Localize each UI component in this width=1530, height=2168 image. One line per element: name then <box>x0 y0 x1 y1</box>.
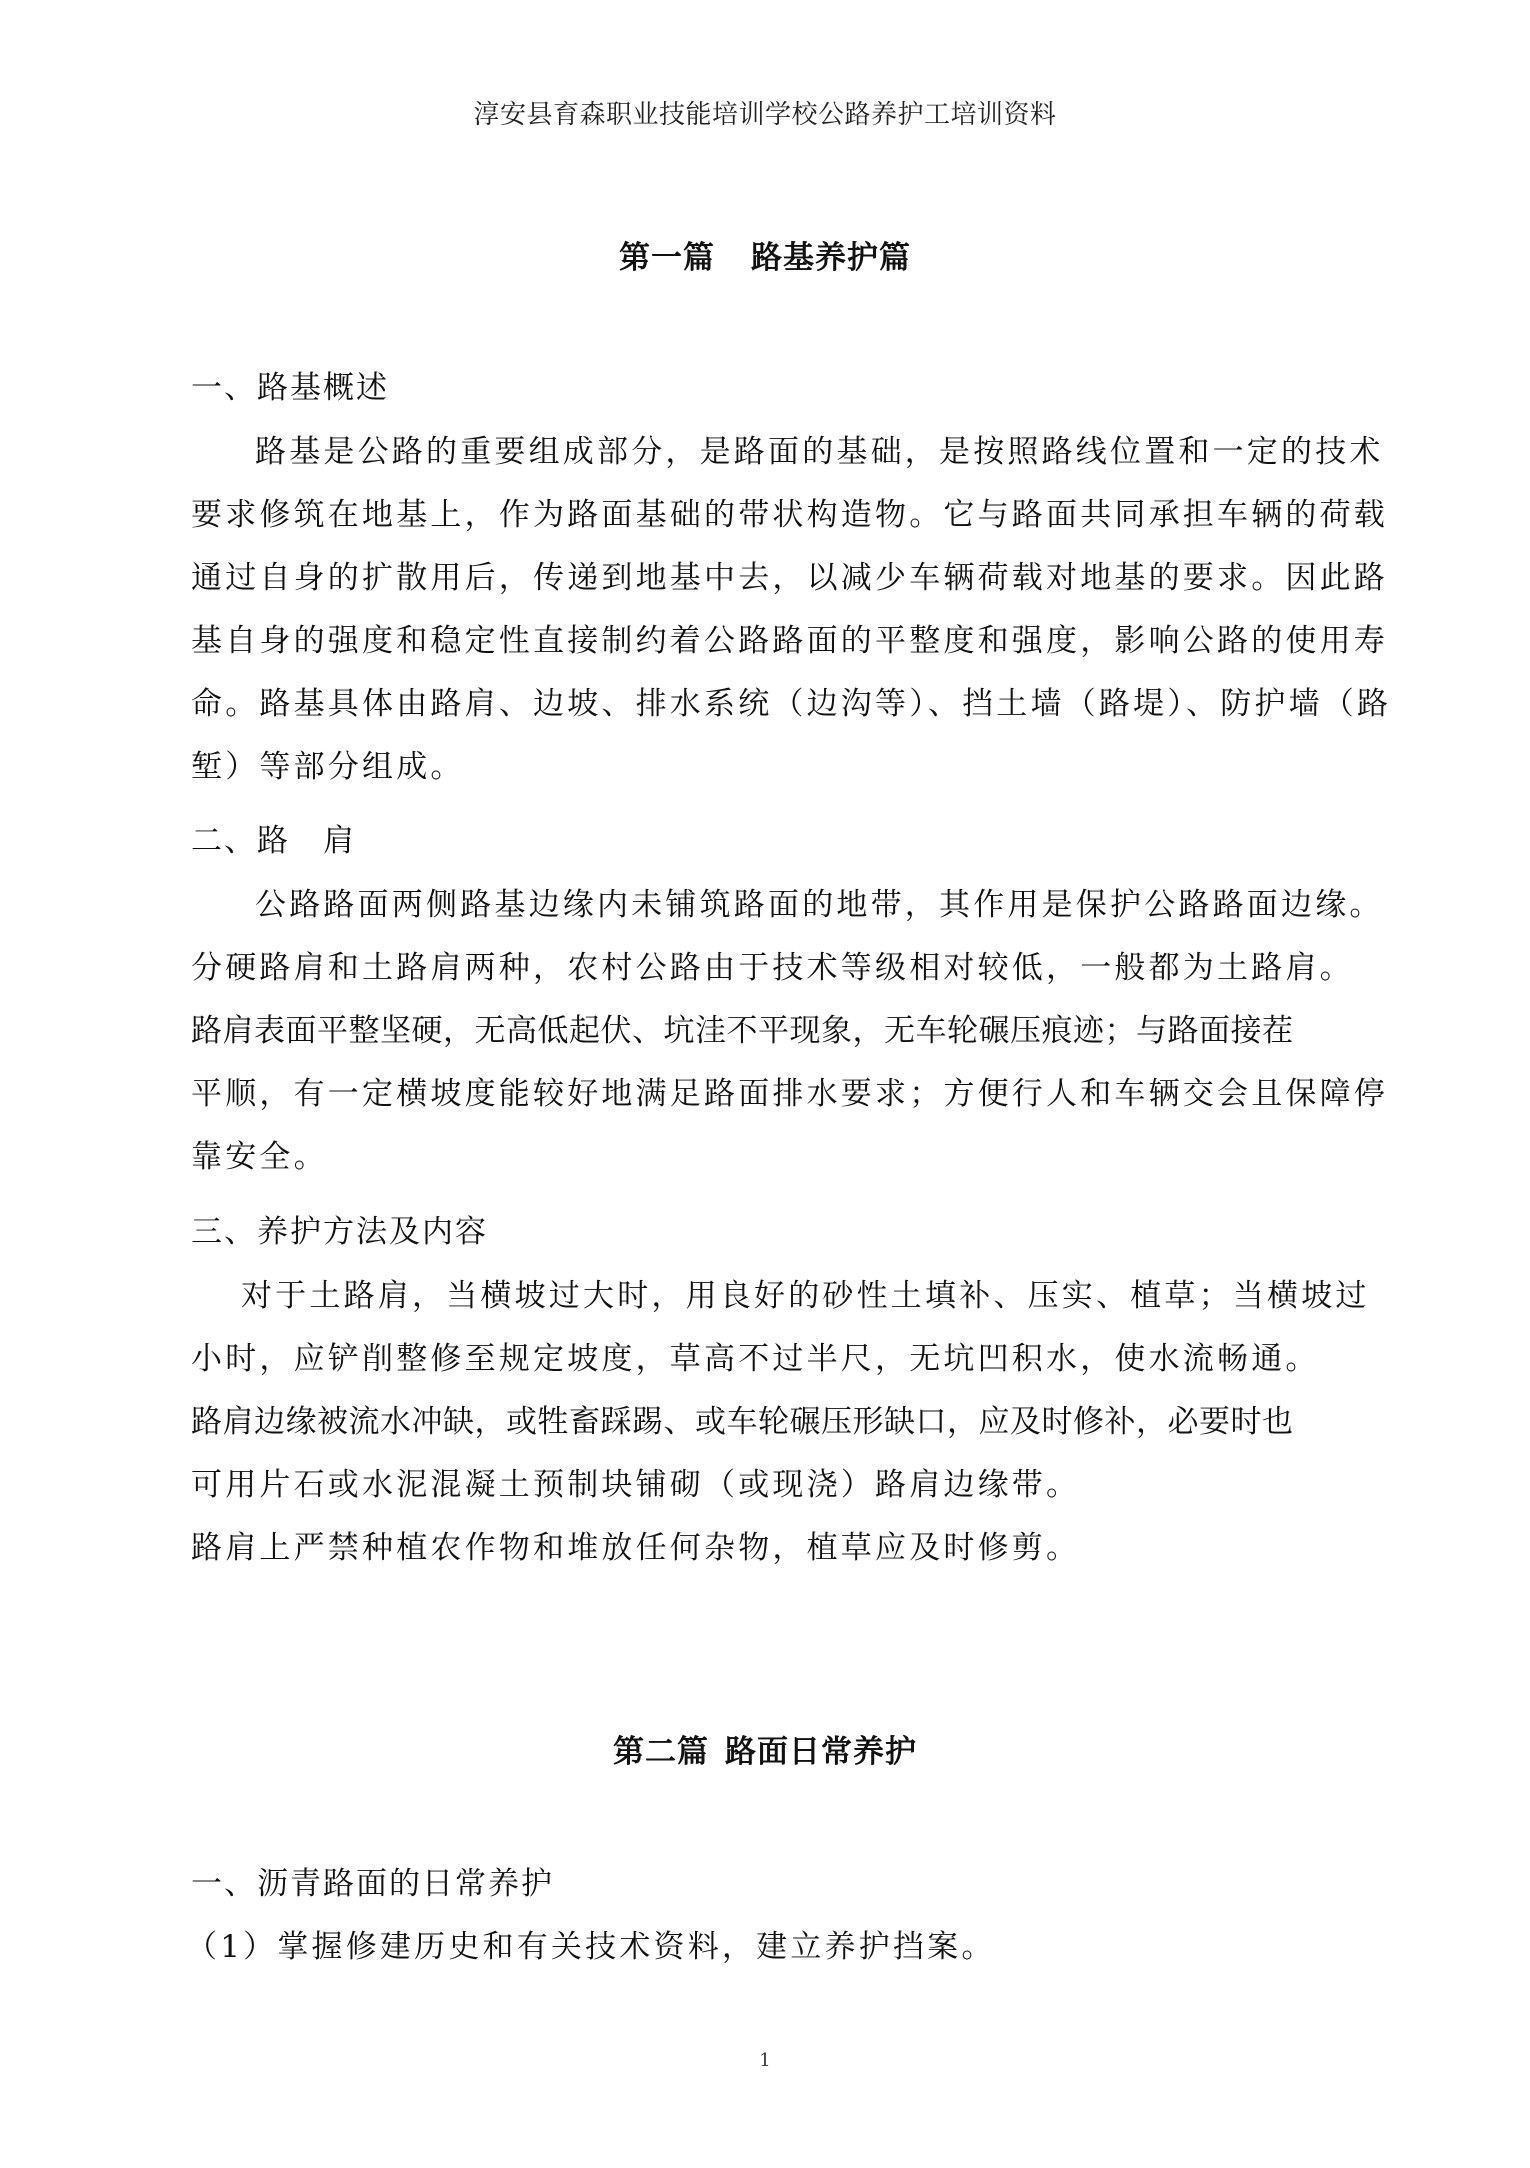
part-title-2 <box>0 1726 1530 1771</box>
section-heading-maintenance-methods: 三、养护方法及内容 <box>191 1214 488 1250</box>
part-title-2-number: 第二篇 <box>613 1734 709 1770</box>
paragraph-line: 公路路面两侧路基边缘内未铺筑路面的地带，其作用是保护公路路面边缘。 <box>255 887 1384 923</box>
paragraph-line: 路肩表面平整坚硬，无高低起伏、坑洼不平现象，无车轮碾压痕迹；与路面接茬 <box>191 1013 1294 1049</box>
paragraph-line: 基自身的强度和稳定性直接制约着公路路面的平整度和强度，影响公路的使用寿 <box>191 623 1388 659</box>
page-number: 1 <box>759 2050 771 2071</box>
part-title-1 <box>0 232 1530 277</box>
paragraph-line: 小时，应铲削整修至规定坡度，草高不过半尺，无坑凹积水，使水流畅通。 <box>191 1341 1320 1377</box>
paragraph-line: 分硬路肩和土路肩两种，农村公路由于技术等级相对较低，一般都为土路肩。 <box>191 950 1354 986</box>
section-heading-asphalt-maintenance: 一、沥青路面的日常养护 <box>191 1866 554 1902</box>
paragraph-line: 平顺，有一定横坡度能较好地满足路面排水要求；方便行人和车辆交会且保障停 <box>191 1076 1388 1112</box>
paragraph-line: 靠安全。 <box>191 1139 328 1175</box>
running-header: 淳安县育森职业技能培训学校公路养护工培训资料 <box>473 100 1057 130</box>
paragraph-line: 路肩边缘被流水冲缺，或牲畜踩踢、或车轮碾压形缺口，应及时修补，必要时也 <box>191 1404 1294 1440</box>
paragraph-line: 命。路基具体由路肩、边坡、排水系统（边沟等）、挡土墙（路堤）、防护墙（路 <box>191 686 1392 722</box>
paragraph-line: 路基是公路的重要组成部分，是路面的基础，是按照路线位置和一定的技术 <box>255 434 1384 470</box>
part-title-1-number: 第一篇 <box>619 240 715 276</box>
paragraph-line: 要求修筑在地基上，作为路面基础的带状构造物。它与路面共同承担车辆的荷载 <box>191 497 1388 533</box>
paragraph-line: 路肩上严禁种植农作物和堆放任何杂物，植草应及时修剪。 <box>191 1530 1081 1566</box>
paragraph-line: 对于土路肩，当横坡过大时，用良好的砂性土填补、压实、植草；当横坡过 <box>241 1278 1370 1314</box>
section-heading-roadbed-overview: 一、路基概述 <box>191 370 389 406</box>
part-title-1-name: 路基养护篇 <box>751 240 911 276</box>
paragraph-line: 通过自身的扩散用后，传递到地基中去，以减少车辆荷载对地基的要求。因此路 <box>191 560 1388 596</box>
part-title-2-name: 路面日常养护 <box>725 1734 917 1770</box>
paragraph-line: 堑）等部分组成。 <box>191 749 465 785</box>
paragraph-line: 可用片石或水泥混凝土预制块铺砌（或现浇）路肩边缘带。 <box>191 1467 1081 1503</box>
section-heading-shoulder: 二、路 肩 <box>191 823 356 859</box>
paragraph-line: （1）掌握修建历史和有关技术资料，建立养护挡案。 <box>186 1929 996 1965</box>
